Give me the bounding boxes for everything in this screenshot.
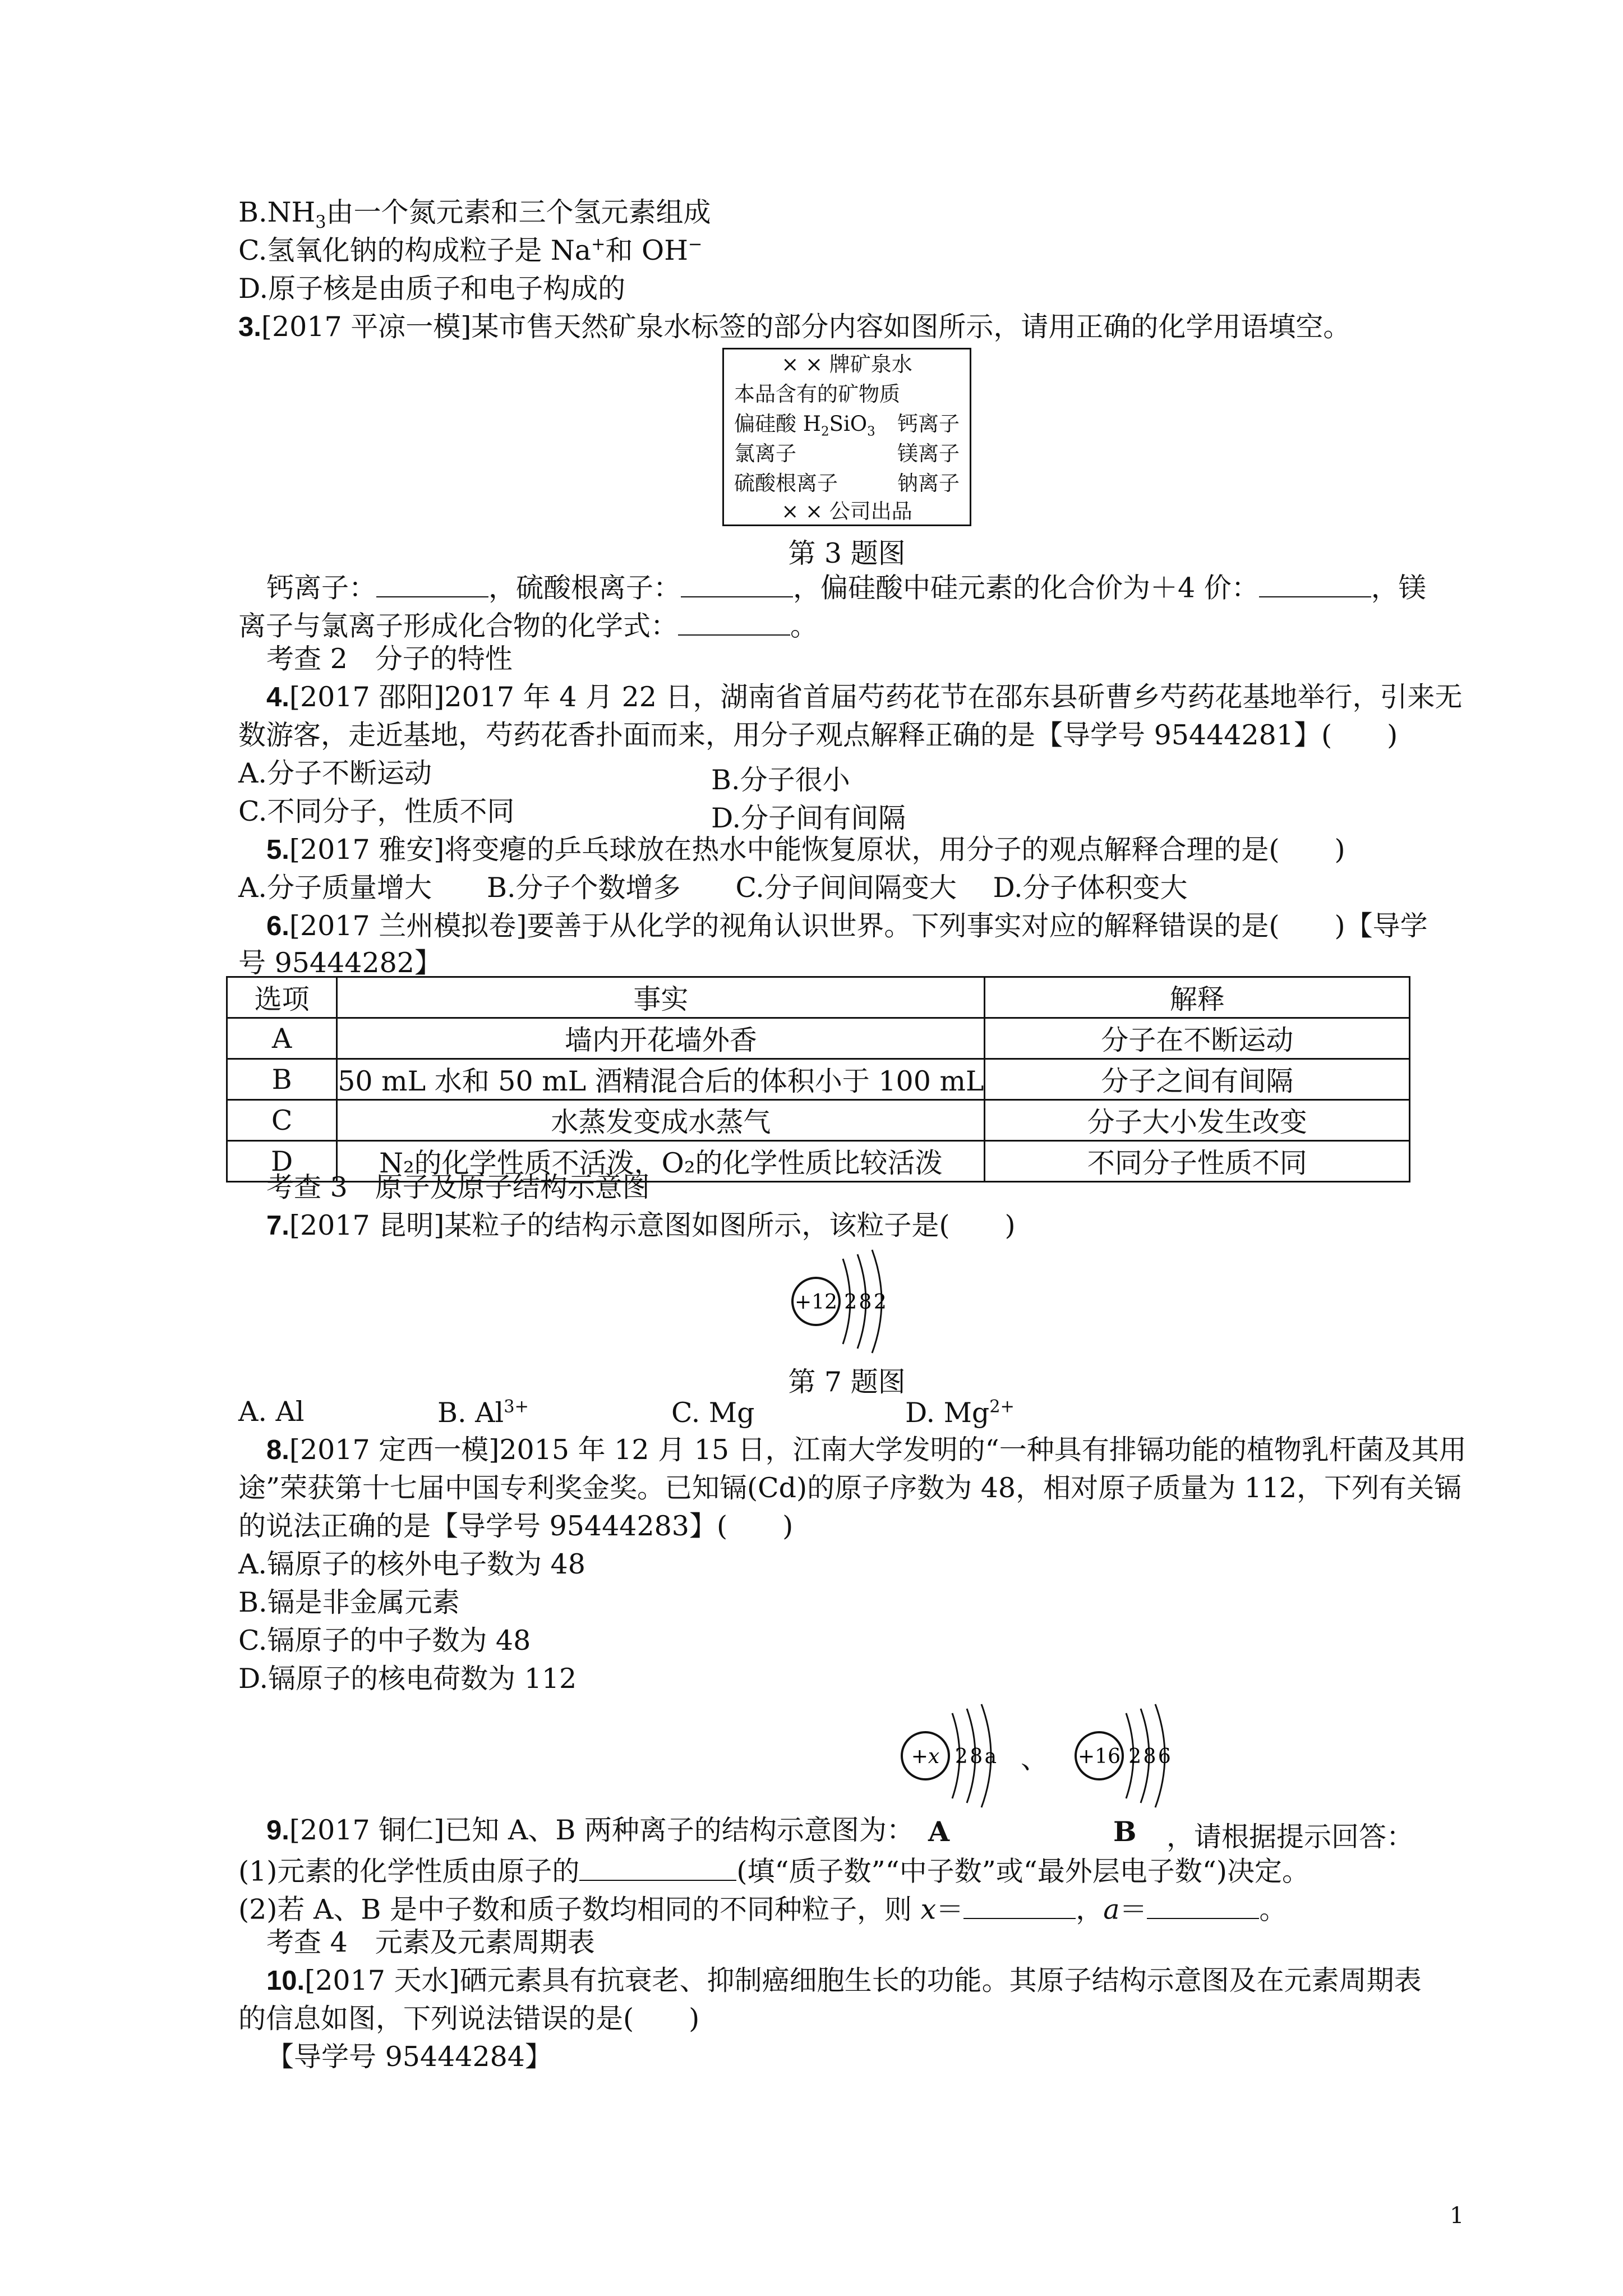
table-cell: 水蒸发变成水蒸气 — [337, 1100, 985, 1141]
table-cell: D — [227, 1141, 337, 1182]
table-cell: C — [227, 1100, 337, 1141]
blank-calcium-ion[interactable] — [376, 570, 488, 597]
section-3-heading: 考查 3 原子及原子结构示意图 — [266, 1171, 650, 1203]
label-row-3: 硫酸根离子 钠离子 — [734, 471, 960, 495]
table-cell: 墙内开花墙外香 — [337, 1018, 985, 1059]
nucleus-charge: +12 — [795, 1291, 837, 1314]
label-footer: × × 公司出品 — [781, 499, 912, 523]
question-8-option-b: B.镉是非金属元素 — [238, 1586, 460, 1618]
question-5-options: A.分子质量增大 B.分子个数增多 C.分子间间隔变大 D.分子体积变大 — [238, 872, 1188, 904]
table-cell: 分子在不断运动 — [985, 1018, 1410, 1059]
question-4-line-1: 4.[2017 邵阳]2017 年 4 月 22 日，湖南省首届芍药花节在邵东县斫曹乡芍药花基地举行，引来无 — [266, 681, 1463, 713]
question-3-stem: 3.[2017 平凉一模]某市售天然矿泉水标签的部分内容如图所示，请用正确的化学用语填空。 — [238, 311, 1351, 343]
question-4-option-b: B.分子很小 — [711, 764, 850, 796]
question-6-line-1: 6.[2017 兰州模拟卷]要善于从化学的视角认识世界。下列事实对应的解释错误的是( )【导学 — [266, 910, 1428, 942]
q2-option-b: $B.NH_3$由一个氮元素和三个氢元素组成 — [238, 196, 711, 232]
question-3-blanks-line-2: 离子与氯离子形成化合物的化学式： 。 — [238, 608, 818, 641]
table-header: 事实 — [337, 977, 985, 1018]
section-2-heading: 考查 2 分子的特性 — [266, 643, 513, 675]
question-7-option-a: A. Al — [238, 1396, 305, 1428]
question-10-line-3: 【导学号 95444284】 — [266, 2041, 552, 2073]
question-8-line-3: 的说法正确的是【导学号 95444283】( ) — [238, 1510, 794, 1542]
blank-x-value[interactable] — [963, 1892, 1076, 1919]
blank-sulfate-ion[interactable] — [681, 570, 793, 597]
question-8-line-2: 途”荣获第十七届中国专利奖金奖。已知镉(Cd)的原子序数为 48，相对原子质量为 112，下列有关镉 — [238, 1472, 1462, 1504]
mineral-water-label — [722, 348, 971, 526]
q2-option-d: D.原子核是由质子和电子构成的 — [238, 273, 626, 305]
table-row — [227, 1059, 1410, 1100]
question-4-option-a: A.分子不断运动 — [238, 757, 432, 789]
diagram-label-a: A — [928, 1815, 950, 1848]
table-cell: 50 mL 水和 50 mL 酒精混合后的体积小于 100 mL — [337, 1059, 985, 1100]
table-header-row — [227, 977, 1410, 1018]
ion-a-structure-diagram — [892, 1700, 1032, 1812]
question-3-blanks-line-1: 钙离子： ，硫酸根离子： ，偏硅酸中硅元素的化合价为＋4 价： ，镁 — [266, 570, 1426, 603]
question-6-line-2: 号 95444282】 — [238, 947, 442, 979]
blank-mgcl2-formula[interactable] — [678, 608, 790, 636]
section-4-heading: 考查 4 元素及元素周期表 — [266, 1926, 595, 1958]
table-cell: 分子之间有间隔 — [985, 1059, 1410, 1100]
table-header: 解释 — [985, 977, 1410, 1018]
question-10-line-2: 的信息如图，下列说法错误的是( ) — [238, 2003, 700, 2035]
table-cell: B — [227, 1059, 337, 1100]
question-7-option-d: D. $Mg^{2+}$ — [905, 1397, 1015, 1429]
page-number: 1 — [1450, 2203, 1464, 2229]
table-cell: 分子大小发生改变 — [985, 1100, 1410, 1141]
blank-a-value[interactable] — [1147, 1892, 1259, 1919]
blank-silicon-valence[interactable] — [1259, 570, 1371, 597]
figure-7-caption: 第 7 题图 — [788, 1366, 906, 1398]
table-cell: 不同分子性质不同 — [985, 1141, 1410, 1182]
shell-electron-counts: 2 8 2 — [844, 1291, 884, 1314]
table-row — [227, 1018, 1410, 1059]
blank-determining-factor[interactable] — [579, 1853, 736, 1881]
question-7-option-c: C. Mg — [671, 1397, 755, 1429]
table-header: 选项 — [227, 977, 337, 1018]
shell-electron-counts: 2 8 a — [955, 1745, 995, 1768]
fact-explanation-table — [226, 976, 1410, 1182]
question-8-option-d: D.镉原子的核电荷数为 112 — [238, 1663, 577, 1695]
question-8-option-c: C.镉原子的中子数为 48 — [238, 1625, 531, 1657]
question-9-sub-1: (1)元素的化学性质由原子的 (填“质子数”“中子数”或“最外层电子数“)决定。 — [238, 1853, 1310, 1887]
question-4-line-2: 数游客，走近基地，芍药花香扑面而来，用分子观点解释正确的是【导学号 95444281】( ) — [238, 719, 1398, 751]
diagram-separator: 、 — [1021, 1743, 1049, 1775]
table-cell: N₂的化学性质不活泼，O₂的化学性质比较活泼 — [337, 1141, 985, 1182]
question-7-stem: 7.[2017 昆明]某粒子的结构示意图如图所示，该粒子是( ) — [266, 1209, 1016, 1241]
question-9-sub-2: (2)若 A、B 是中子数和质子数均相同的不同种粒子，则 x＝ ，a＝ 。 — [238, 1892, 1287, 1925]
question-9-stem: 9.[2017 铜仁]已知 A、B 两种离子的结构示意图为： — [266, 1814, 914, 1846]
label-row-1: 偏硅酸 $H_2SiO_3$ 钙离子 — [734, 412, 960, 439]
q2-option-c: C.氢氧化钠的构成粒子是 Na+和 OH− — [238, 234, 703, 266]
mg-atom-structure-diagram — [782, 1245, 917, 1358]
question-8-line-1: 8.[2017 定西一模]2015 年 12 月 15 日，江南大学发明的“一种具有排镉功能的植物乳杆菌及其用 — [266, 1434, 1467, 1466]
question-7-option-b: B. $Al^{3+}$ — [437, 1397, 529, 1429]
diagram-label-b: B — [1113, 1815, 1137, 1848]
figure-3-caption: 第 3 题图 — [788, 537, 906, 569]
question-9-stem-tail: ，请根据提示回答： — [1166, 1821, 1414, 1853]
question-8-option-a: A.镉原子的核外电子数为 48 — [238, 1548, 585, 1580]
nucleus-charge: +16 — [1078, 1745, 1121, 1768]
shell-electron-counts: 2 8 6 — [1128, 1745, 1169, 1768]
table-cell: A — [227, 1018, 337, 1059]
question-4-option-d: D.分子间有间隔 — [711, 802, 906, 834]
question-10-line-1: 10.[2017 天水]硒元素具有抗衰老、抑制癌细胞生长的功能。其原子结构示意图及在元素周期表 — [266, 1964, 1422, 1996]
question-4-option-c: C.不同分子，性质不同 — [238, 795, 515, 827]
ion-b-structure-diagram — [1066, 1700, 1211, 1812]
table-row — [227, 1100, 1410, 1141]
label-title: × × 牌矿泉水 — [781, 352, 912, 376]
nucleus-charge: +x — [911, 1745, 940, 1768]
label-subtitle: 本品含有的矿物质 — [734, 382, 900, 406]
question-5-stem: 5.[2017 雅安]将变瘪的乒乓球放在热水中能恢复原状，用分子的观点解释合理的是( ) — [266, 834, 1345, 866]
label-row-2: 氯离子 镁离子 — [734, 441, 960, 466]
